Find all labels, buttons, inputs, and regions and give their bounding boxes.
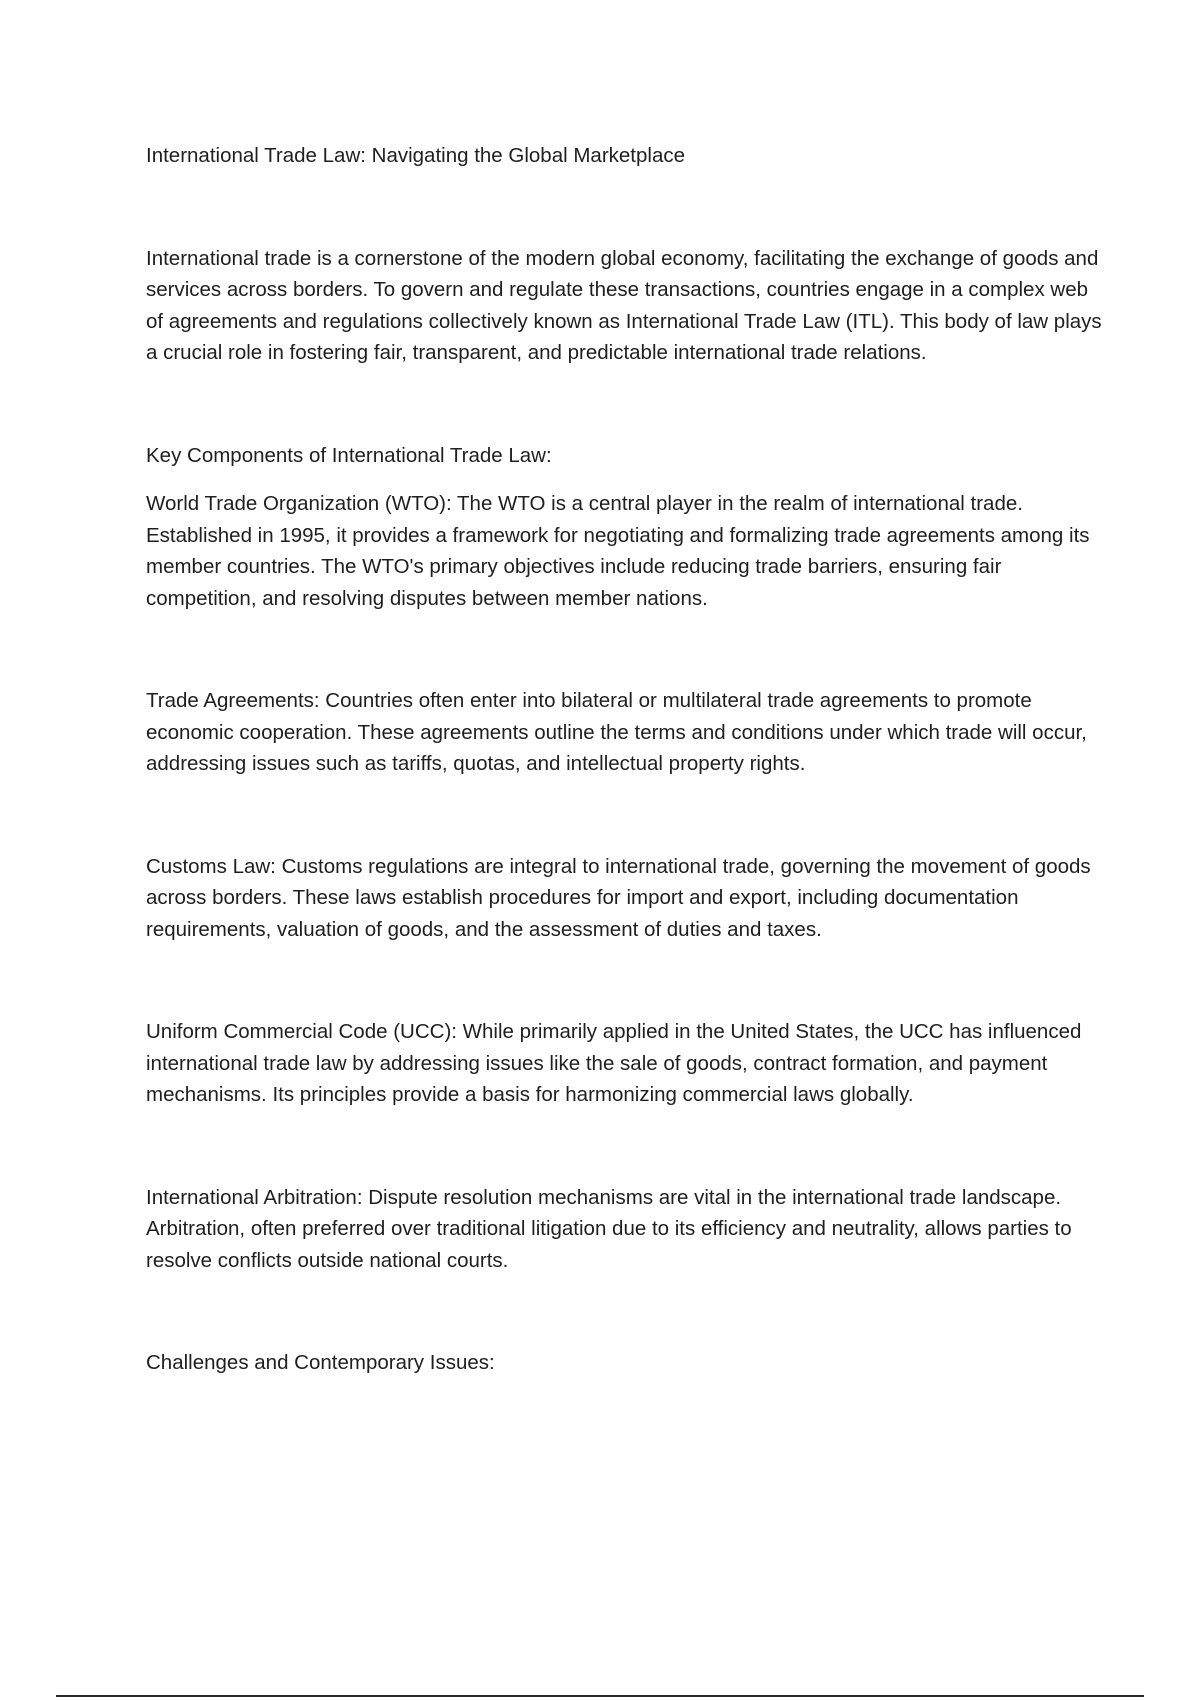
document-body — [146, 140, 1106, 1379]
wto-paragraph: World Trade Organization (WTO): The WTO is a central player in the realm of international trade. Established in 1995, it provides a framework for negotiating and formalizing trade agreements among its member countries. The WTO's primary objectives include reducing trade barriers, ensuring fair competition, and resolving disputes between member nations. — [146, 492, 1090, 610]
key-components-heading: Key Components of International Trade Law: — [146, 443, 552, 467]
document-title: International Trade Law: Navigating the Global Marketplace — [146, 144, 686, 167]
footer-divider — [56, 1695, 1144, 1697]
trade-agreements-paragraph: Trade Agreements: Countries often enter into bilateral or multilateral trade agreements to promote economic cooperation. These agreements outline the terms and conditions under which trade will occur, addressing issues such as tariffs, quotas, and intellectual property rights. — [146, 689, 1087, 775]
intro-paragraph: International trade is a cornerstone of the modern global economy, facilitating the exchange of goods and services across borders. To govern and regulate these transactions, countries engage in a complex web of agreements and regulations collectively known as International Trade Law (ITL). This body of law plays a crucial role in fostering fair, transparent, and predictable international trade relations. — [146, 246, 1102, 364]
ucc-paragraph: Uniform Commercial Code (UCC): While primarily applied in the United States, the UCC has influenced international trade law by addressing issues like the sale of goods, contract formation, and payment mechanisms. Its principles provide a basis for harmonizing commercial laws globally. — [146, 1020, 1082, 1106]
arbitration-paragraph: International Arbitration: Dispute resolution mechanisms are vital in the international trade landscape. Arbitration, often preferred over traditional litigation due to its efficiency and neutrality, allows parties to resolve conflicts outside national courts. — [146, 1185, 1072, 1272]
customs-law-paragraph: Customs Law: Customs regulations are integral to international trade, governing the movement of goods across borders. These laws establish procedures for import and export, including documentation requirements, valuation of goods, and the assessment of duties and taxes. — [146, 854, 1091, 941]
challenges-heading: Challenges and Contemporary Issues: — [146, 1351, 495, 1374]
